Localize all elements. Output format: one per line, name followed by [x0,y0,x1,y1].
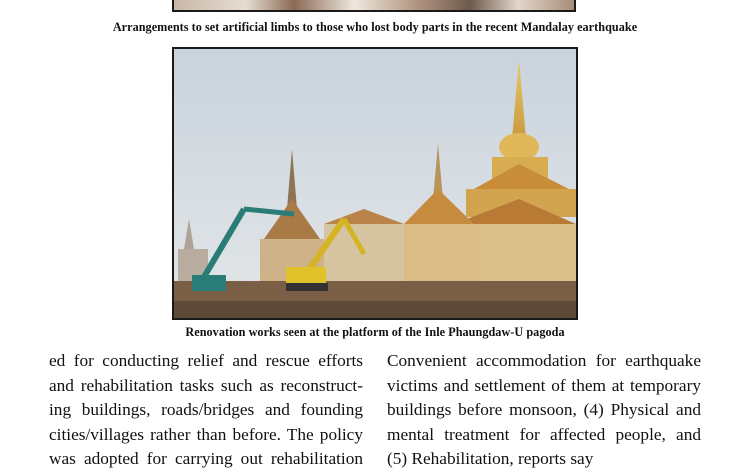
text-line: cities/villages rather than before. The policy [49,424,363,444]
text-line: ed for conducting relief and rescue efforts [49,351,363,370]
photo-artificial-limbs [172,0,576,12]
text-line: mental treatment for affected people, and [387,424,701,444]
photo-phaungdaw-u-pagoda [172,47,578,320]
text-line: ing buildings, roads/bridges and founding [49,400,363,420]
photo-caption-main: Renovation works seen at the platform of the Inle Phaungdaw-U pagoda [185,325,565,339]
text-line: victims and settlement of them at temporary [387,375,701,395]
text-line: buildings before monsoon, (4) Physical and [387,400,701,420]
text-line: and rehabilitation tasks such as reconstruct- [49,375,363,395]
text-line: (5) Rehabilitation, reports say [387,449,594,469]
article-column-right [387,349,701,472]
photo-caption-top: Arrangements to set artificial limbs to those who lost body parts in the recent Mandalay earthquake [112,20,638,34]
text-line: Convenient accommodation for earthquake [387,351,701,370]
text-line: was adopted for carrying out rehabilitation [49,449,363,469]
article-column-left [49,349,363,472]
